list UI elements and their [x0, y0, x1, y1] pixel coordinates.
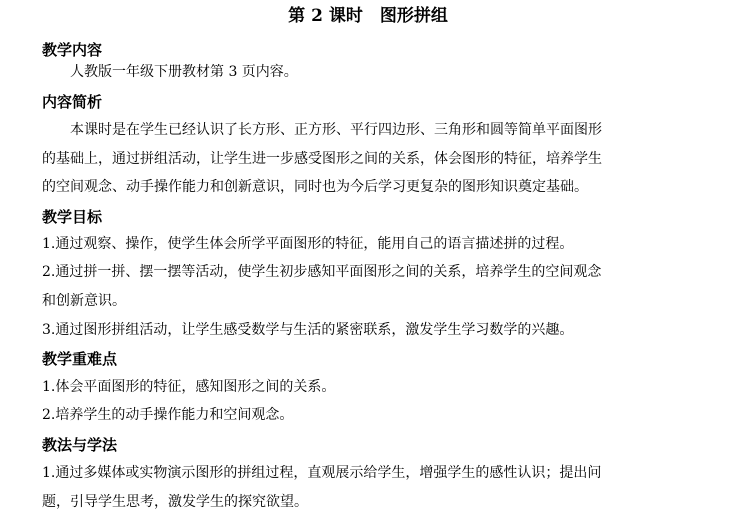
objective-line: 3.通过图形拼组活动，让学生感受数学与生活的紧密联系，激发学生学习数学的兴趣。 — [42, 322, 574, 338]
objective-line: 2.通过拼一拼、摆一摆等活动，使学生初步感知平面图形之间的关系，培养学生的空间观念 — [42, 264, 602, 280]
method-line: 1.通过多媒体或实物演示图形的拼组过程，直观展示给学生，增强学生的感性认识；提出问 — [42, 465, 602, 481]
section-heading-analysis: 内容简析 — [42, 93, 103, 111]
analysis-paragraph-line: 本课时是在学生已经认识了长方形、正方形、平行四边形、三角形和圆等简单平面图形 — [70, 122, 602, 138]
content-paragraph-line: 人教版一年级下册教材第 3 页内容。 — [70, 64, 298, 80]
section-heading-content: 教学内容 — [42, 41, 103, 59]
section-heading-methods: 教法与学法 — [42, 436, 118, 454]
section-heading-key-points: 教学重难点 — [42, 350, 118, 368]
section-heading-objectives: 教学目标 — [42, 208, 103, 226]
objective-line: 和创新意识。 — [42, 293, 126, 309]
analysis-paragraph-line: 的空间观念、动手操作能力和创新意识，同时也为今后学习更复杂的图形知识奠定基础。 — [42, 179, 588, 195]
method-line: 题，引导学生思考，激发学生的探究欲望。 — [42, 494, 308, 510]
key-point-line: 2.培养学生的动手操作能力和空间观念。 — [42, 407, 294, 423]
lesson-title: 第 2 课时 图形拼组 — [288, 6, 448, 26]
analysis-paragraph-line: 的基础上，通过拼组活动，让学生进一步感受图形之间的关系，体会图形的特征，培养学生 — [42, 151, 602, 167]
key-point-line: 1.体会平面图形的特征，感知图形之间的关系。 — [42, 379, 336, 395]
objective-line: 1.通过观察、操作，使学生体会所学平面图形的特征，能用自己的语言描述拼的过程。 — [42, 236, 574, 252]
